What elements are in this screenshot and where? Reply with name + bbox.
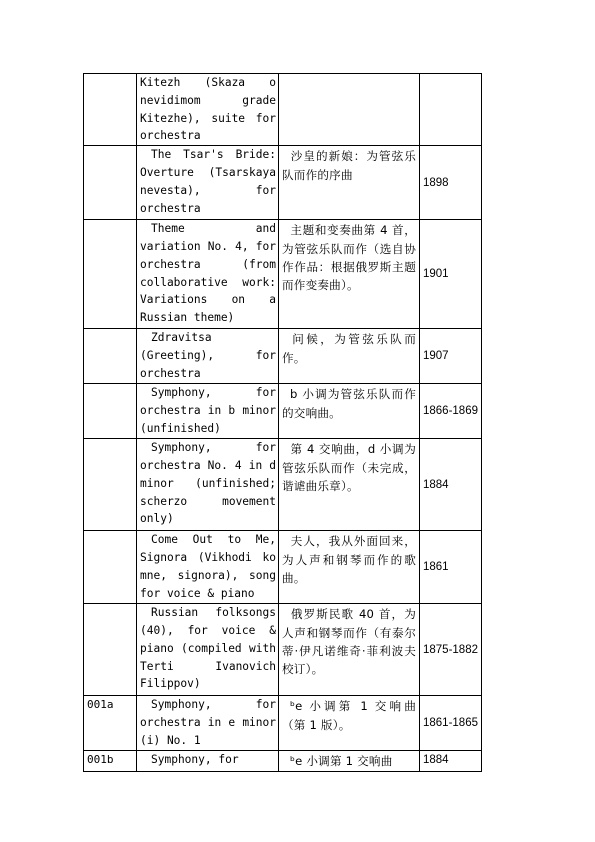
year-cell: 1901 — [420, 220, 482, 329]
chinese-title-cell — [279, 329, 420, 384]
catalog-id-cell: 001a — [84, 696, 137, 751]
year-cell: 1866-1869 — [420, 384, 482, 439]
table-row — [84, 751, 482, 771]
catalog-id-cell — [84, 74, 137, 146]
catalog-id-cell: 001b — [84, 751, 137, 771]
table-row — [84, 146, 482, 220]
chinese-title-text: b 小调为管弦乐队而作的交响曲。 — [282, 387, 416, 420]
catalog-id-cell — [84, 531, 137, 604]
work-title-cell — [137, 439, 279, 531]
work-title-text: Symphony, for orchestra in e minor (i) No. 1 — [140, 698, 276, 747]
work-title-text: Come Out to Me, Signora (Vikhodi ko mne, signora), song for voice & piano — [140, 533, 276, 600]
work-title-cell — [137, 751, 279, 771]
catalog-id-cell — [84, 384, 137, 439]
table-row — [84, 220, 482, 329]
year-cell: 1884 — [420, 439, 482, 531]
work-title-text: Kitezh (Skaza o nevidimom grade Kitezhe), suite for orchestra — [140, 76, 276, 143]
year-cell: 1907 — [420, 329, 482, 384]
work-title-text: Symphony, for orchestra No. 4 in d minor (unfinished; scherzo movement only) — [140, 441, 276, 526]
work-title-cell — [137, 220, 279, 329]
year-cell: 1898 — [420, 146, 482, 220]
catalog-id-cell — [84, 329, 137, 384]
chinese-title-text: 第 4 交响曲，d 小调为管弦乐队而作（未完成，谐谑曲乐章）。 — [282, 442, 416, 493]
works-table — [83, 73, 482, 772]
work-title-text: Russian folksongs (40), for voice & piano (compiled with Terti Ivanovich Filippov) — [140, 606, 276, 691]
work-title-cell — [137, 531, 279, 604]
table-row — [84, 329, 482, 384]
chinese-title-cell — [279, 531, 420, 604]
work-title-text: Symphony, for orchestra in b minor (unfinished) — [140, 386, 276, 435]
work-title-cell — [137, 329, 279, 384]
work-title-text: Zdravitsa (Greeting), for orchestra — [140, 331, 276, 380]
work-title-cell — [137, 604, 279, 696]
works-table-body — [84, 74, 482, 772]
work-title-cell — [137, 146, 279, 220]
table-row — [84, 696, 482, 751]
chinese-title-text: 夫人，我从外面回来，为人声和钢琴而作的歌曲。 — [282, 534, 416, 585]
work-title-text: Theme and variation No. 4, for orchestra (from collaborative work: Variations on a Russian theme) — [140, 222, 276, 325]
work-title-cell — [137, 384, 279, 439]
chinese-title-cell — [279, 751, 420, 771]
catalog-id-cell — [84, 146, 137, 220]
chinese-title-text: ᵇe 小调第 1 交响曲 — [290, 754, 393, 769]
chinese-title-cell — [279, 439, 420, 531]
year-cell: 1861-1865 — [420, 696, 482, 751]
chinese-title-text: 主题和变奏曲第 4 首，为管弦乐队而作（选自协作作品：根据俄罗斯主题而作变奏曲）。 — [282, 223, 416, 293]
work-title-text: The Tsar's Bride: Overture (Tsarskaya nevesta), for orchestra — [140, 148, 276, 215]
chinese-title-text: ᵇe 小调第 1 交响曲（第 1 版）。 — [282, 699, 416, 732]
table-row — [84, 604, 482, 696]
table-row — [84, 439, 482, 531]
catalog-id-cell — [84, 220, 137, 329]
chinese-title-text: 问候，为管弦乐队而作。 — [282, 332, 416, 365]
year-cell: 1861 — [420, 531, 482, 604]
chinese-title-cell — [279, 384, 420, 439]
chinese-title-cell — [279, 146, 420, 220]
chinese-title-cell — [279, 696, 420, 751]
table-row — [84, 74, 482, 146]
table-row — [84, 531, 482, 604]
chinese-title-text: 沙皇的新娘：为管弦乐队而作的序曲 — [282, 149, 416, 182]
chinese-title-cell — [279, 74, 420, 146]
work-title-cell — [137, 74, 279, 146]
year-cell — [420, 74, 482, 146]
year-cell: 1884 — [420, 751, 482, 771]
work-title-text: Symphony, for — [151, 753, 239, 767]
catalog-id-cell — [84, 604, 137, 696]
chinese-title-cell — [279, 220, 420, 329]
work-title-cell — [137, 696, 279, 751]
chinese-title-text: 俄罗斯民歌 40 首，为人声和钢琴而作（有泰尔蒂·伊凡诺维奇·菲利波夫校订）。 — [282, 607, 416, 677]
catalog-id-cell — [84, 439, 137, 531]
chinese-title-cell — [279, 604, 420, 696]
table-row — [84, 384, 482, 439]
year-cell: 1875-1882 — [420, 604, 482, 696]
